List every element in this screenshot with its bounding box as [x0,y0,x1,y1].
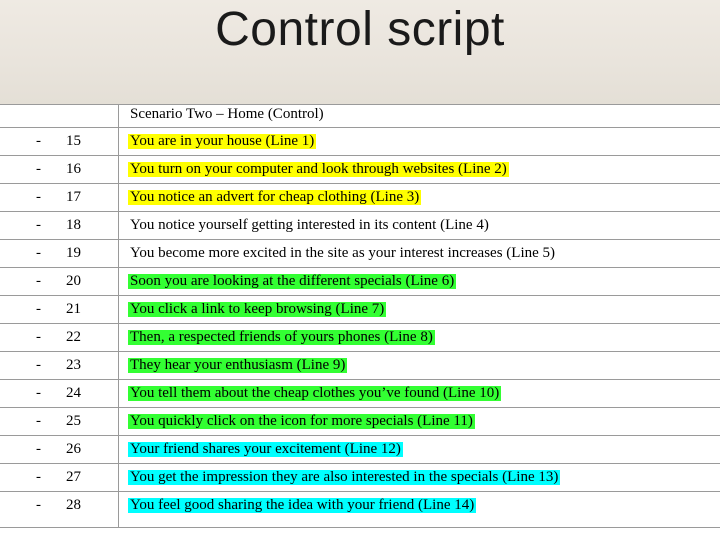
row-line-text: Soon you are looking at the different specials (Line 6) [130,273,455,289]
row-line-text: You notice yourself getting interested in its content (Line 4) [130,217,489,233]
table-row [0,492,720,520]
row-line-text: You feel good sharing the idea with your friend (Line 14) [130,497,475,513]
row-dash: - [36,469,41,485]
row-number: 15 [66,133,81,149]
row-number: 20 [66,273,81,289]
table-row [0,184,720,212]
row-dash: - [36,301,41,317]
table-row [0,352,720,380]
row-number: 23 [66,357,81,373]
row-line-text: You become more excited in the site as your interest increases (Line 5) [130,245,556,261]
row-dash: - [36,133,41,149]
row-dash: - [36,161,41,177]
row-dash: - [36,497,41,513]
row-dash: - [36,245,41,261]
row-number: 22 [66,329,81,345]
table-row [0,464,720,492]
table-row [0,324,720,352]
row-dash: - [36,273,41,289]
row-number: 17 [66,189,81,205]
row-line-text: You tell them about the cheap clothes you’ve found (Line 10) [130,385,500,401]
row-number: 28 [66,497,81,513]
row-dash: - [36,189,41,205]
row-dash: - [36,441,41,457]
table-row [0,156,720,184]
slide-header [0,0,720,104]
row-line-text: Then, a respected friends of yours phones (Line 8) [130,329,433,345]
row-dash: - [36,329,41,345]
script-table [0,104,720,528]
table-row [0,296,720,324]
row-number: 25 [66,413,81,429]
row-line-text: You are in your house (Line 1) [130,133,315,149]
row-number: 26 [66,441,81,457]
row-number: 21 [66,301,81,317]
row-line-text: They hear your enthusiasm (Line 9) [130,357,346,373]
row-line-text: You get the impression they are also interested in the specials (Line 13) [130,469,559,485]
row-number: 16 [66,161,81,177]
row-dash: - [36,385,41,401]
row-line-text: You turn on your computer and look through websites (Line 2) [130,161,507,177]
row-line-text: You quickly click on the icon for more specials (Line 11) [130,413,473,429]
table-heading: Scenario Two – Home (Control) [130,106,324,122]
row-number: 27 [66,469,81,485]
table-body [0,128,720,520]
row-line-text: Your friend shares your excitement (Line 12) [130,441,401,457]
table-row [0,212,720,240]
table-row [0,128,720,156]
row-number: 18 [66,217,81,233]
row-dash: - [36,357,41,373]
slide-title: Control script [215,3,505,56]
table-row [0,436,720,464]
table-heading-row [0,105,720,128]
row-number: 24 [66,385,81,401]
row-line-text: You click a link to keep browsing (Line 7) [130,301,385,317]
row-dash: - [36,217,41,233]
row-dash: - [36,413,41,429]
row-line-text: You notice an advert for cheap clothing (Line 3) [130,189,420,205]
row-number: 19 [66,245,81,261]
table-row [0,268,720,296]
table-row [0,408,720,436]
table-row [0,380,720,408]
table-row [0,240,720,268]
